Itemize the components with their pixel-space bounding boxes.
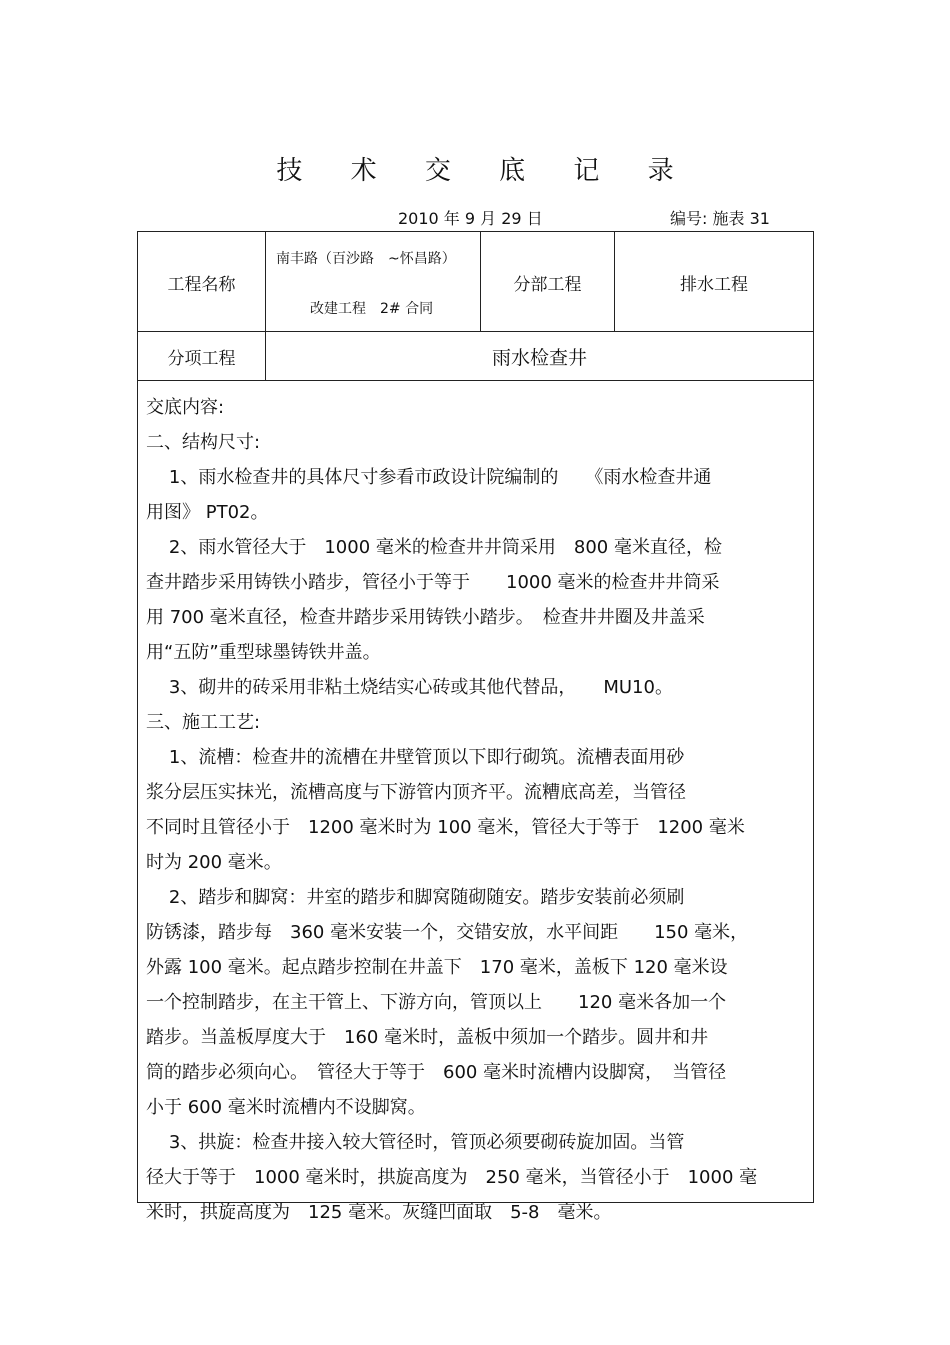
content-line: 径大于等于 1000 毫米时，拱旋高度为 250 毫米，当管径小于 1000 毫 xyxy=(146,1167,758,1188)
content-line: 筒的踏步必须向心。 管径大于等于 600 毫米时流槽内设脚窝， 当管径 xyxy=(146,1062,727,1083)
content-line: 小于 600 毫米时流槽内不设脚窝。 xyxy=(146,1097,426,1118)
content-line: 1、流槽：检查井的流槽在井壁管顶以下即行砌筑。流槽表面用砂 xyxy=(146,747,685,768)
content-line: 1、雨水检查井的具体尺寸参看市政设计院编制的 《雨水检查井通 xyxy=(146,467,712,488)
content-line: 用“五防”重型球墨铸铁井盖。 xyxy=(146,642,381,663)
document-date: 2010 年 9 月 29 日 xyxy=(398,209,543,228)
content-line: 交底内容: xyxy=(146,397,225,418)
disclosure-content xyxy=(146,390,811,1230)
content-line: 不同时且管径小于 1200 毫米时为 100 毫米，管径大于等于 1200 毫米 xyxy=(146,817,745,838)
content-line: 防锈漆，踏步每 360 毫米安装一个，交错安放，水平间距 150 毫米， xyxy=(146,922,749,943)
document-code: 编号: 施表 31 xyxy=(670,209,770,228)
content-line: 2、踏步和脚窝：井室的踏步和脚窝随砌随安。踏步安装前必须刷 xyxy=(146,887,685,908)
content-line: 用 700 毫米直径，检查井踏步采用铸铁小踏步。 检查井井圈及井盖采 xyxy=(146,607,705,628)
project-name-value xyxy=(266,232,480,332)
content-line: 查井踏步采用铸铁小踏步，管径小于等于 1000 毫米的检查井井筒采 xyxy=(146,572,720,593)
content-line: 3、拱旋：检查井接入较大管径时，管顶必须要砌砖旋加固。当管 xyxy=(146,1132,685,1153)
content-line: 外露 100 毫米。起点踏步控制在井盖下 170 毫米，盖板下 120 毫米设 xyxy=(146,957,728,978)
content-line: 用图》 PT02。 xyxy=(146,502,269,523)
content-line: 浆分层压实抹光，流槽高度与下游管内顶齐平。流糟底高差，当管径 xyxy=(146,782,686,803)
content-line: 米时，拱旋高度为 125 毫米。灰缝凹面取 5-8 毫米。 xyxy=(146,1202,612,1223)
content-line: 一个控制踏步，在主干管上、下游方向，管顶以上 120 毫米各加一个 xyxy=(146,992,727,1013)
content-line: 三、施工工艺: xyxy=(146,712,261,733)
division-label: 分部工程 xyxy=(513,274,582,295)
content-line: 3、砌井的砖采用非粘土烧结实心砖或其他代替品， MU10。 xyxy=(146,677,673,698)
project-name-line1: 南丰路（百沙路 ~怀昌路） xyxy=(276,251,456,267)
item-value: 雨水检查井 xyxy=(491,346,587,369)
disclosure-form xyxy=(137,231,814,1223)
project-name-line2: 改建工程 2# 合同 xyxy=(310,301,434,317)
division-value: 排水工程 xyxy=(680,274,748,295)
document-title: 技 术 交 底 记 录 xyxy=(276,156,694,186)
content-line: 2、雨水管径大于 1000 毫米的检查井井筒采用 800 毫米直径，检 xyxy=(146,537,722,558)
content-line: 踏步。当盖板厚度大于 160 毫米时，盖板中须加一个踏步。圆井和井 xyxy=(146,1027,709,1048)
divider xyxy=(138,380,813,381)
content-line: 二、结构尺寸: xyxy=(146,432,261,453)
content-line: 时为 200 毫米。 xyxy=(146,852,282,873)
project-name-label: 工程名称 xyxy=(167,274,236,295)
item-label: 分项工程 xyxy=(167,348,236,369)
